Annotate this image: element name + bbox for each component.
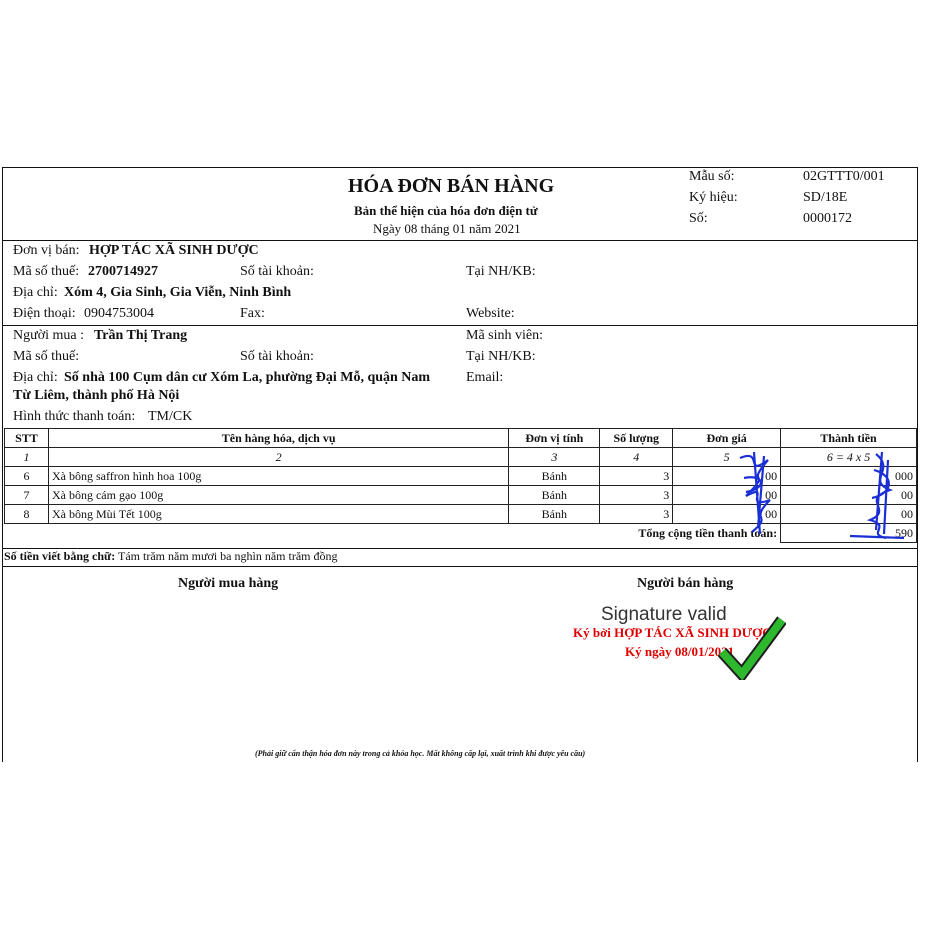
signature-valid-text: Signature valid bbox=[601, 604, 727, 625]
frame-right bbox=[917, 167, 918, 762]
index-cell: 3 bbox=[509, 448, 600, 467]
seller-signature-label: Người bán hàng bbox=[637, 576, 734, 591]
buyer-account-label: Số tài khoản: bbox=[240, 349, 314, 364]
seller-unit-label: Đơn vị bán: bbox=[13, 243, 80, 258]
index-cell: 1 bbox=[5, 448, 49, 467]
seller-unit-value: HỢP TÁC XÃ SINH DƯỢC bbox=[89, 243, 259, 258]
row-name: Xà bông cám gạo 100g bbox=[48, 486, 508, 505]
seller-address-label: Địa chỉ: bbox=[13, 285, 58, 300]
invoice-subtitle: Bản thể hiện của hóa đơn điện tử bbox=[354, 203, 538, 218]
row-stt: 8 bbox=[5, 505, 49, 524]
row-stt: 6 bbox=[5, 467, 49, 486]
header-divider bbox=[2, 240, 918, 241]
buyer-payment-label: Hình thức thanh toán: bbox=[13, 409, 136, 424]
index-cell: 2 bbox=[48, 448, 508, 467]
frame-left bbox=[2, 167, 3, 762]
index-cell: 5 bbox=[673, 448, 781, 467]
invoice-title: HÓA ĐƠN BÁN HÀNG bbox=[348, 175, 555, 197]
row-unit: Bánh bbox=[509, 505, 600, 524]
buyer-name-label: Người mua : bbox=[13, 328, 84, 343]
scribble-overlay-price bbox=[734, 448, 784, 538]
buyer-signature-label: Người mua hàng bbox=[178, 576, 279, 591]
row-name: Xà bông saffron hình hoa 100g bbox=[48, 467, 508, 486]
symbol-label: Ký hiệu: bbox=[689, 190, 738, 205]
row-qty: 3 bbox=[600, 505, 673, 524]
header-stt: STT bbox=[5, 429, 49, 448]
row-amount: 00 bbox=[781, 505, 917, 524]
row-amount: 00 bbox=[781, 486, 917, 505]
footer-note: (Phải giữ cẩn thận hóa đơn này trong cả khóa học. Mất không cấp lại, xuất trình khi được yêu cầu) bbox=[255, 749, 586, 758]
symbol-value: SD/18E bbox=[803, 190, 848, 205]
header-price: Đơn giá bbox=[673, 429, 781, 448]
seller-website-label: Website: bbox=[466, 306, 515, 321]
form-value: 02GTTT0/001 bbox=[803, 169, 885, 184]
buyer-payment-value: TM/CK bbox=[148, 409, 193, 424]
header-unit: Đơn vị tính bbox=[509, 429, 600, 448]
buyer-address-line1: Số nhà 100 Cụm dân cư Xóm La, phường Đại Mỗ, quận Nam bbox=[64, 370, 431, 385]
number-value: 0000172 bbox=[803, 211, 852, 226]
seller-address-value: Xóm 4, Gia Sinh, Gia Viễn, Ninh Bình bbox=[64, 285, 292, 300]
seller-phone-label: Điện thoại: bbox=[13, 306, 76, 321]
row-qty: 3 bbox=[600, 467, 673, 486]
seller-phone-value: 0904753004 bbox=[84, 306, 154, 321]
signed-by-text: Ký bởi HỢP TÁC XÃ SINH DƯỢC bbox=[573, 625, 772, 640]
row-stt: 7 bbox=[5, 486, 49, 505]
amount-words-value: Tám trăm năm mươi ba nghìn năm trăm đồng bbox=[118, 549, 338, 563]
seller-tax-value: 2700714927 bbox=[88, 264, 158, 279]
seller-tax-label: Mã số thuế: bbox=[13, 264, 80, 279]
row-unit: Bánh bbox=[509, 467, 600, 486]
form-label: Mẫu số: bbox=[689, 169, 735, 184]
header-qty: Số lượng bbox=[600, 429, 673, 448]
buyer-name-value: Trần Thị Trang bbox=[94, 328, 188, 343]
scribble-overlay-amount bbox=[846, 450, 906, 542]
seller-account-label: Số tài khoản: bbox=[240, 264, 314, 279]
header-name: Tên hàng hóa, dịch vụ bbox=[48, 429, 508, 448]
index-cell: 6 = 4 x 5 bbox=[781, 448, 917, 467]
buyer-address-label: Địa chỉ: bbox=[13, 370, 58, 385]
row-price: 00 bbox=[673, 486, 781, 505]
total-label: Tổng cộng tiền thanh toán: bbox=[5, 524, 781, 543]
words-divider-bottom bbox=[2, 566, 918, 567]
buyer-email-label: Email: bbox=[466, 370, 504, 385]
seller-divider bbox=[2, 325, 918, 326]
seller-bank-label: Tại NH/KB: bbox=[466, 264, 536, 279]
invoice-date: Ngày 08 tháng 01 năm 2021 bbox=[373, 221, 521, 236]
buyer-tax-label: Mã số thuế: bbox=[13, 349, 80, 364]
header-amount: Thành tiền bbox=[781, 429, 917, 448]
amount-words-label: Số tiền viết bằng chữ: bbox=[4, 549, 116, 563]
signed-date-text: Ký ngày 08/01/2021 bbox=[625, 644, 735, 659]
row-amount: 000 bbox=[781, 467, 917, 486]
buyer-bank-label: Tại NH/KB: bbox=[466, 349, 536, 364]
frame-top bbox=[2, 167, 918, 168]
row-name: Xà bông Mùi Tết 100g bbox=[48, 505, 508, 524]
number-label: Số: bbox=[689, 211, 708, 226]
checkmark-icon bbox=[718, 614, 786, 680]
seller-fax-label: Fax: bbox=[240, 306, 265, 321]
table-header-row bbox=[5, 429, 917, 448]
buyer-student-label: Mã sinh viên: bbox=[466, 328, 543, 343]
amount-words bbox=[4, 549, 337, 564]
row-price: 00 bbox=[673, 505, 781, 524]
buyer-address-line2: Từ Liêm, thành phố Hà Nội bbox=[13, 388, 180, 403]
total-value: 590 bbox=[781, 524, 917, 543]
row-qty: 3 bbox=[600, 486, 673, 505]
row-price: 00 bbox=[673, 467, 781, 486]
row-unit: Bánh bbox=[509, 486, 600, 505]
index-cell: 4 bbox=[600, 448, 673, 467]
